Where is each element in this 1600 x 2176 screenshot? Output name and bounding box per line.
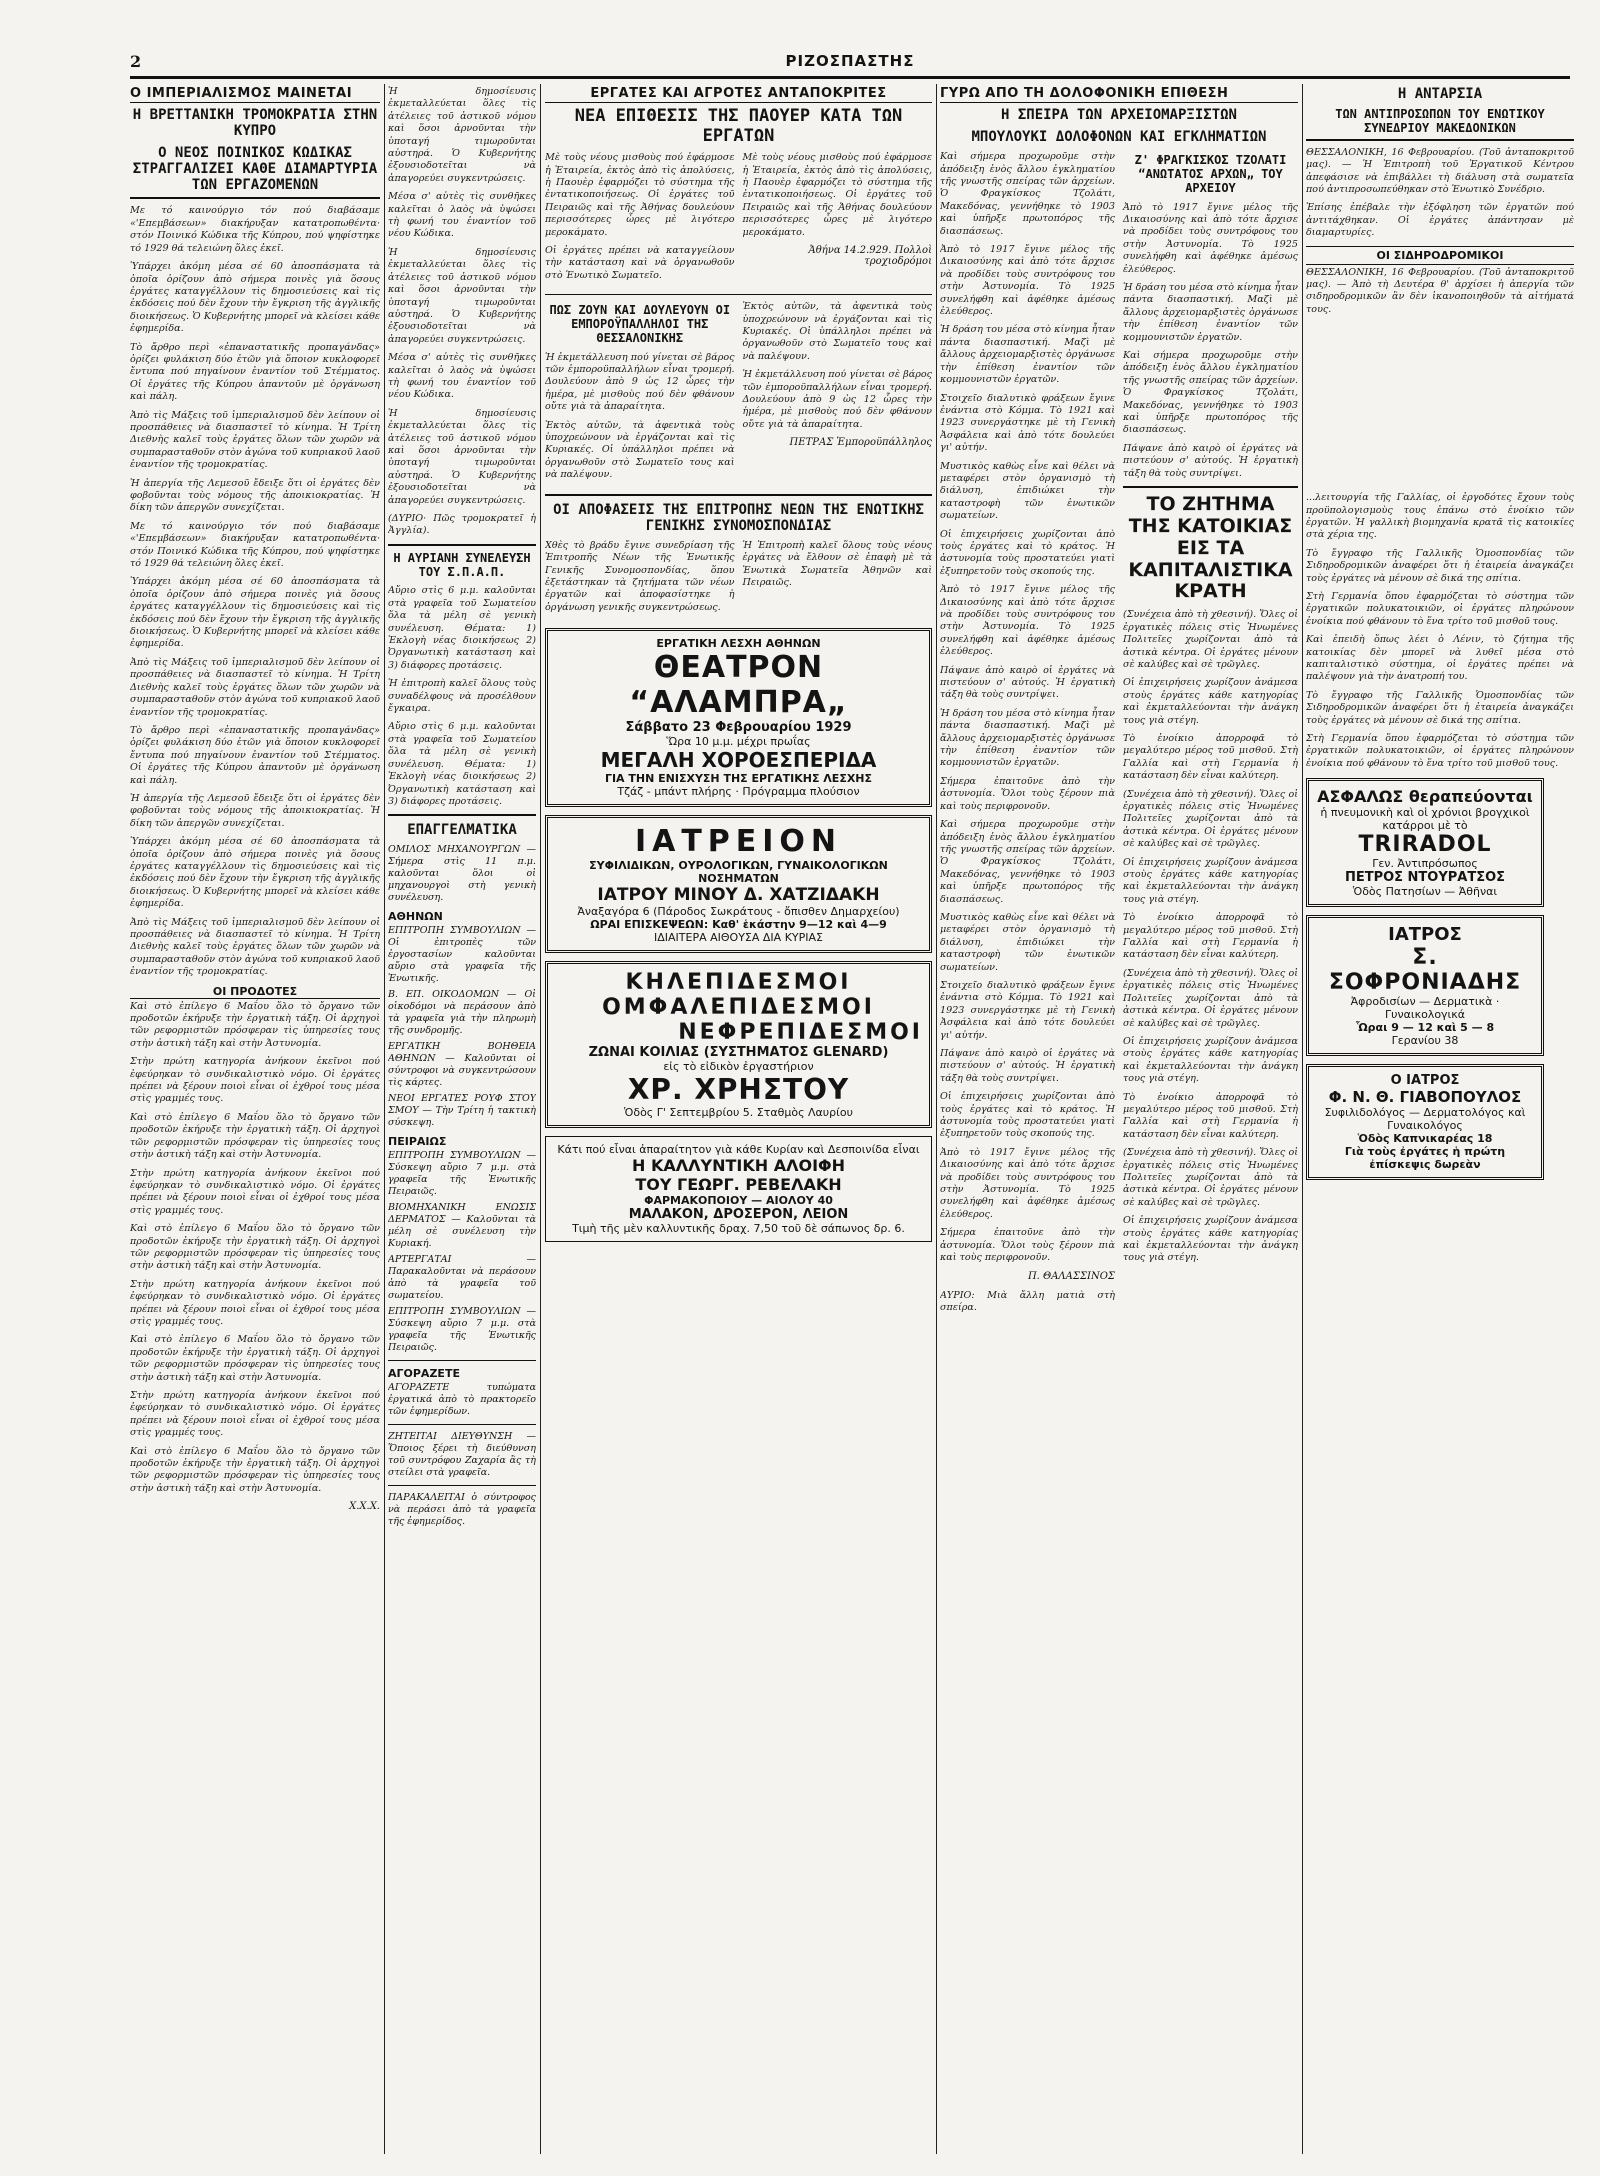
- article-paragraph: Στοιχεῖο διαλυτικὸ φράξεων ἔγινε ἐνάντια στὸ Κόμμα. Τὸ 1921 καὶ 1923 συνεργάστηκε μὲ τὴ Γενικὴ Ἀσφάλεια καὶ ἀπὸ τότε δουλεύει γι' αὐτήν.: [940, 979, 1115, 1041]
- article-paragraph: Πάψανε ἀπὸ καιρὸ οἱ ἐργάτες νὰ πιστεύουν σ' αὐτούς. Ἡ ἐργατικὴ τάξη θὰ τοὺς συντρίψει.: [1123, 442, 1298, 479]
- ad-line: ΣΥΦΙΛΙΔΙΚΩΝ, ΟΥΡΟΛΟΓΙΚΩΝ, ΓΥΝΑΙΚΟΛΟΓΙΚΩΝ ΝΟΣΗΜΑΤΩΝ: [589, 859, 888, 886]
- ad-line: ΓΙΑ ΤΗΝ ΕΝΙΣΧΥΣΗ ΤΗΣ ΕΡΓΑΤΙΚΗΣ ΛΕΣΧΗΣ: [604, 772, 873, 786]
- column-rule: [1302, 84, 1303, 2154]
- kicker: Ο ΙΜΠΕΡΙΑΛΙΣΜΟΣ ΜΑΙΝΕΤΑΙ: [130, 86, 380, 103]
- ad-line: Γερανίου 38: [1391, 1034, 1459, 1048]
- notice: ΕΠΙΤΡΟΠΗ ΣΥΜΒΟΥΛΙΩΝ — Οἱ ἐπιτροπὲς τῶν ἐργοστασίων καλοῦνται αὔριο στὰ γραφεῖα τῆς Ἑνωτικῆς.: [388, 925, 536, 985]
- column-rule: [540, 84, 541, 2154]
- ad-line: ΦΑΡΜΑΚΟΠΟΙΟΥ — ΑΙΟΛΟΥ 40: [644, 1194, 833, 1208]
- ad-line: Γεν. Ἀντιπρόσωπος: [1372, 857, 1478, 871]
- ad-title: ΧΡ. ΧΡΗΣΤΟΥ: [627, 1073, 850, 1107]
- article-paragraph: Στὴν πρώτη κατηγορία ἀνήκουν ἐκεῖνοι πού ἐφεύρηκαν τὸ συνδικαλιστικὸ νόμο. Οἱ ἐργάτες πρέπει νὰ ξέρουν ποιοὶ εἶναι οἱ ἐχθροί τους μέσα στὶς γραμμές τους.: [130, 1056, 380, 1105]
- article-paragraph: Οἱ ἐπιχειρήσεις χωρίζουν ἀνάμεσα στοὺς ἐργάτες κάθε κατηγορίας καὶ ἐκμεταλλεύονται τὴν ἀνάγκη τους γιὰ στέγη.: [1123, 677, 1298, 726]
- kicker: ΕΡΓΑΤΕΣ ΚΑΙ ΑΓΡΟΤΕΣ ΑΝΤΑΠΟΚΡΙΤΕΣ: [545, 86, 932, 103]
- article-paragraph: Ἀπὸ τὶς Μάξεις τοῦ ἰμπεριαλισμοῦ δὲν λείπουν οἱ προσπάθειες νὰ διασπαστεῖ τὸ κίνημα. Ἡ Τρίτη Διεθνὴς καλεῖ τοὺς ἐργάτες ὅλων τῶν χωρῶν νὰ συμπαρασταθοῦν στὸν ἀγώνα τοῦ κυπριακοῦ λαοῦ ἐναντίον τῆς τρομοκρατίας.: [130, 656, 380, 718]
- article-paragraph: Ἡ δημοσίευσις ἐκμεταλλεύεται ὅλες τὶς ἀτέλειες τοῦ ἀστικοῦ νόμου καὶ ὅσοι ἀρνοῦνται τὴν ὑποταγή τιμωροῦνται αὐστηρά. Ὁ Κυβερνήτης ἐξουσιοδοτεῖται νὰ ἀπαγορεύει συγκεντρώσεις.: [388, 407, 536, 506]
- article-paragraph: Ἡ δράση του μέσα στὸ κίνημα ἦταν πάντα διασπαστική. Μαζὶ μὲ ἄλλους ἀρχειομαρξιστὲς ὀργάνωσε τὴν ἐπίθεση ἐναντίον τῶν κομμουνιστῶν ἐργατῶν.: [940, 324, 1115, 386]
- article-paragraph: Ὑπάρχει ἀκόμη μέσα σέ 60 ἀποσπάσματα τὰ ὁποῖα ὁρίζουν ἀπὸ σήμερα ποινὲς γιὰ ὅσους ἐργάτες καταγγέλλουν τὶς δημοσιεύσεις καὶ τὶς ἐκδόσεις πού δὲν ἔχουν τὴν ἔγκριση τῆς ἀγγλικῆς διοικήσεως. Ὁ Κυβερνήτης μπορεῖ νὰ κλείσει κάθε ἐφημερίδα.: [130, 576, 380, 650]
- newspaper-title: ΡΙΖΟΣΠΑΣΤΗΣ: [785, 52, 915, 70]
- ad-line: ΤΟΥ ΓΕΩΡΓ. ΡΕΒΕΛΑΚΗ: [635, 1175, 842, 1195]
- headline: Η ΒΡΕΤΤΑΝΙΚΗ ΤΡΟΜΟΚΡΑΤΙΑ ΣΤΗΝ ΚΥΠΡΟ: [132, 107, 378, 140]
- article-paragraph: Ὑπάρχει ἀκόμη μέσα σέ 60 ἀποσπάσματα τὰ ὁποῖα ὁρίζουν ἀπὸ σήμερα ποινὲς γιὰ ὅσους ἐργάτες καταγγέλλουν τὶς δημοσιεύσεις καὶ τὶς ἐκδόσεις πού δὲν ἔχουν τὴν ἔγκριση τῆς ἀγγλικῆς διοικήσεως. Ὁ Κυβερνήτης μπορεῖ νὰ κλείσει κάθε ἐφημερίδα.: [130, 261, 380, 335]
- ad-line: Ἀφροδισίων — Δερματικὰ · Γυναικολογικά: [1350, 995, 1500, 1022]
- section-heading: ΟΙ ΠΡΟΔΟΤΕΣ: [130, 985, 380, 999]
- ad-line: ΚΗΛΕΠΙΔΕΣΜΟΙ: [625, 970, 852, 996]
- headline: ΤΟ ΖΗΤΗΜΑ ΤΗΣ ΚΑΤΟΙΚΙΑΣ ΕΙΣ ΤΑ ΚΑΠΙΤΑΛΙΣΤΙΚΑ ΚΡΑΤΗ: [1128, 493, 1293, 603]
- article-paragraph: Σήμερα ἐπαιτοῦνε ἀπὸ τὴν ἀστυνομία. Ὅλοι τοὺς ξέρουν πιὰ καὶ τοὺς περιφρονοῦν.: [940, 1227, 1115, 1264]
- ad-line: Τζάζ - μπάντ πλήρης · Πρόγραμμα πλούσιον: [617, 785, 860, 799]
- article-paragraph: Καὶ ἐπειδὴ ὅπως λέει ὁ Λένιν, τὸ ζήτημα τῆς κατοικίας δὲν μπορεῖ νὰ λυθεῖ μέσα στὸ καπιταλιστικὸ σύστημα, οἱ ἐργάτες πρέπει νὰ παλέψουν γιὰ τὴν ἀνατροπή του.: [1306, 634, 1574, 683]
- section-subheading: ΠΕΙΡΑΙΩΣ: [388, 1135, 447, 1149]
- kicker: Η ΑΝΤΑΡΣΙΑ: [1397, 86, 1483, 102]
- advertisement-clinic: [545, 815, 932, 953]
- article-paragraph: Στὴν πρώτη κατηγορία ἀνήκουν ἐκεῖνοι πού ἐφεύρηκαν τὸ συνδικαλιστικὸ νόμο. Οἱ ἐργάτες πρέπει νὰ ξέρουν ποιοὶ εἶναι οἱ ἐχθροί τους μέσα στὶς γραμμές τους.: [130, 1390, 380, 1439]
- column-rule: [384, 84, 385, 2154]
- article-paragraph: ΑΥΡΙΟ: Μιὰ ἄλλη ματιὰ στὴ σπείρα.: [940, 1289, 1115, 1313]
- two-column-body: [545, 152, 932, 288]
- ad-line: Ὁδὸς Γ' Σεπτεμβρίου 5. Σταθμὸς Λαυρίου: [624, 1106, 853, 1120]
- article-paragraph: Ἡ ἐκμετάλλευση πού γίνεται σὲ βάρος τῶν ἐμποροϋπαλλήλων εἶναι τρομερή. Δουλεύουν ἀπὸ 9 ὡς 12 ὧρες τὴν ἡμέρα, μὲ μισθοὺς πού δὲν φθάνουν οὔτε γιὰ τὰ ἀπαραίτητα.: [545, 351, 735, 413]
- divider: [545, 294, 932, 295]
- article-paragraph: ...λειτουργία τῆς Γαλλίας, οἱ ἐργοδότες ἔχουν τοὺς προϋπολογισμοὺς τους ἐπάνω στὸ ἐνοίκιο τῶν ἐργατῶν. Ἡ γαλλικὴ βιομηχανία κρατᾶ τὶς κατοικίες στὰ χέρια της.: [1306, 492, 1574, 541]
- article-paragraph: Πάψανε ἀπὸ καιρὸ οἱ ἐργάτες νὰ πιστεύουν σ' αὐτούς. Ἡ ἐργατικὴ τάξη θὰ τοὺς συντρίψει.: [940, 1048, 1115, 1084]
- article-paragraph: Στὴν πρώτη κατηγορία ἀνήκουν ἐκεῖνοι πού ἐφεύρηκαν τὸ συνδικαλιστικὸ νόμο. Οἱ ἐργάτες πρέπει νὰ ξέρουν ποιοὶ εἶναι οἱ ἐχθροί τους μέσα στὶς γραμμές τους.: [130, 1167, 380, 1216]
- article-paragraph: Τὸ ἐνοίκιο ἀπορροφᾶ τὸ μεγαλύτερο μέρος τοῦ μισθοῦ. Στὴ Γαλλία καὶ στὴ Γερμανία ἡ κατάσταση δὲν εἶναι καλύτερη.: [1123, 912, 1298, 961]
- article-paragraph: Μὲ τοὺς νέους μισθοὺς πού ἐφάρμοσε ἡ Ἑταιρεία, ἐκτὸς ἀπὸ τὶς ἀπολύσεις, ἡ Παουὲρ ἐφαρμόζει τὸ σύστημα τῆς ἐντατικοποιήσεως. Οἱ ἐργάτες τοῦ Πειραιῶς καὶ τῆς Ἀθήνας δουλεύουν περισσότερες ὧρες μὲ λιγότερο μεροκάματο.: [545, 152, 735, 238]
- article-paragraph: Οἱ ἐπιχειρήσεις χωρίζουν ἀνάμεσα στοὺς ἐργάτες κάθε κατηγορίας καὶ ἐκμεταλλεύονται τὴν ἀνάγκη τους γιὰ στέγη.: [1123, 856, 1298, 905]
- article-paragraph: Στοιχεῖο διαλυτικὸ φράξεων ἔγινε ἐνάντια στὸ Κόμμα. Τὸ 1921 καὶ 1923 συνεργάστηκε μὲ τὴ Γενικὴ Ἀσφάλεια καὶ ἀπὸ τότε δουλεύει γι' αὐτήν.: [940, 392, 1115, 454]
- ad-line: Ὥρα 10 μ.μ. μέχρι πρωΐας: [666, 735, 811, 749]
- article-paragraph: Ἡ ἀπεργία τῆς Λεμεσοῦ ἔδειξε ὅτι οἱ ἐργάτες δὲν φοβοῦνται τοὺς νόμους τῆς ἀποικιοκρατίας. Ἡ δίκη τῶν ἀπεργῶν συνεχίζεται.: [130, 792, 380, 829]
- article-paragraph: Με τό καινούργιο τόν πού διαβάσαμε «'Επεμβάσεων» διακήρυξαν κατατροπωθέντα· στόν Ποινικό Κώδικα τῆς Κύπρου, πού ψηφίστηκε τό 1929 θά τελειώνη ὅλες ἐκεῖ.: [130, 205, 380, 254]
- ad-line: Σάββατο 23 Φεβρουαρίου 1929: [625, 720, 852, 736]
- article-paragraph: Ἡ ἀπεργία τῆς Λεμεσοῦ ἔδειξε ὅτι οἱ ἐργάτες δὲν φοβοῦνται τοὺς νόμους τῆς ἀποικιοκρατίας. Ἡ δίκη τῶν ἀπεργῶν συνεχίζεται.: [130, 477, 380, 514]
- article-paragraph: Μυστικὸς καθὼς εἶνε καὶ θέλει νὰ μεταφέρει στὸν ὀργανισμὸ τὴ διάλυση, ἐπιδιώκει τὴν καταστροφὴ τῶν ἑνωτικῶν σωματείων.: [940, 911, 1115, 973]
- divider: [388, 1360, 536, 1361]
- article-paragraph: Ἀπὸ τὶς Μάξεις τοῦ ἰμπεριαλισμοῦ δὲν λείπουν οἱ προσπάθειες νὰ διασπαστεῖ τὸ κίνημα. Ἡ Τρίτη Διεθνὴς καλεῖ τοὺς ἐργάτες ὅλων τῶν χωρῶν νὰ συμπαρασταθοῦν στὸν ἀγώνα τοῦ κυπριακοῦ λαοῦ ἐναντίον τῆς τρομοκρατίας.: [130, 409, 380, 471]
- article-paragraph: Οἱ ἐπιχειρήσεις χωρίζονται ἀπὸ τοὺς ἐργάτες καὶ τὸ κράτος. Ἡ ἀστυνομία τοὺς προστατεύει γιατὶ ἐξυπηρετοῦν τοὺς σκοπούς της.: [940, 528, 1115, 577]
- article-paragraph: ΘΕΣΣΑΛΟΝΙΚΗ, 16 Φεβρουαρίου. (Τοῦ ἀνταποκριτοῦ μας). — Ἡ Ἐπιτροπὴ τοῦ Ἐργατικοῦ Κέντρου ἀπεφάσισε νὰ ἐπιβάλλει τὴ διάλυση στὰ σωματεῖα πού ἀντιπροσωπεύθηκαν στὸ Ἑνωτικὸ Συνέδριο.: [1306, 146, 1574, 195]
- article-paragraph: Ἐπίσης ἐπέβαλε τὴν ἐξόφληση τῶν ἐργατῶν πού ἀντιτάχθηκαν. Οἱ ἐργάτες ἀπάντησαν μὲ διαμαρτυρίες.: [1306, 202, 1574, 239]
- article-paragraph: Ἀπὸ τὸ 1917 ἔγινε μέλος τῆς Δικαιοσύνης καὶ ἀπὸ τότε ἄρχισε νὰ προδίδει τοὺς συντρόφους του στὴν Ἀστυνομία. Τὸ 1925 συνελήφθη καὶ ἀφέθηκε ἀμέσως ἐλεύθερος.: [940, 584, 1115, 658]
- ad-line: ΜΕΓΑΛΗ ΧΟΡΟΕΣΠΕΡΙΔΑ: [600, 748, 877, 773]
- subheadline: ΠΩΣ ΖΟΥΝ ΚΑΙ ΔΟΥΛΕΥΟΥΝ ΟΙ ΕΜΠΟΡΟΫΠΑΛΛΗΛΟΙ ΤΗΣ ΘΕΣΣΑΛΟΝΙΚΗΣ: [549, 303, 731, 345]
- article-paragraph: Μὲ τοὺς νέους μισθοὺς πού ἐφάρμοσε ἡ Ἑταιρεία, ἐκτὸς ἀπὸ τὶς ἀπολύσεις, ἡ Παουὲρ ἐφαρμόζει τὸ σύστημα τῆς ἐντατικοποιήσεως. Οἱ ἐργάτες τοῦ Πειραιῶς καὶ τῆς Ἀθήνας δουλεύουν περισσότερες ὧρες μὲ λιγότερο μεροκάματο.: [742, 152, 932, 238]
- kicker: ΓΥΡΩ ΑΠΟ ΤΗ ΔΟΛΟΦΟΝΙΚΗ ΕΠΙΘΕΣΗ: [940, 86, 1298, 103]
- article-paragraph: Ἡ ἐπιτροπὴ καλεῖ ὅλους τοὺς συναδέλφους νὰ προσέλθουν ἔγκαιρα.: [388, 678, 536, 715]
- notice: Β. ΕΠ. ΟΙΚΟΔΟΜΩΝ — Οἱ οἰκοδόμοι νὰ περάσουν ἀπὸ τὰ γραφεῖα γιὰ τὴν πληρωμὴ τῆς συνδρομῆς.: [388, 989, 536, 1037]
- ad-line: ΑΣΦΑΛΩΣ θεραπεύονται: [1317, 787, 1533, 807]
- ad-line: ΕΡΓΑΤΙΚΗ ΛΕΣΧΗ ΑΘΗΝΩΝ: [656, 637, 821, 651]
- article-paragraph: Τὸ ἐνοίκιο ἀπορροφᾶ τὸ μεγαλύτερο μέρος τοῦ μισθοῦ. Στὴ Γαλλία καὶ στὴ Γερμανία ἡ κατάσταση δὲν εἶναι καλύτερη.: [1123, 732, 1298, 782]
- ad-line: ΙΔΙΑΙΤΕΡΑ ΑΙΘΟΥΣΑ ΔΙΑ ΚΥΡΙΑΣ: [654, 931, 823, 945]
- article-paragraph: Τὸ ἐνοίκιο ἀπορροφᾶ τὸ μεγαλύτερο μέρος τοῦ μισθοῦ. Στὴ Γαλλία καὶ στὴ Γερμανία ἡ κατάσταση δὲν εἶναι καλύτερη.: [1123, 1091, 1298, 1140]
- ad-line: ἡ πνευμονικὴ καὶ οἱ χρόνιοι βρογχικοὶ κατάρροι μὲ τὸ: [1320, 806, 1530, 833]
- article-paragraph: Στὴ Γερμανία ὅπου ἐφαρμόζεται τὸ σύστημα τῶν ἐργατικῶν πολυκατοικιῶν, οἱ ἐργάτες πληρώνουν ἐνοίκια πού φθάνουν τὸ ἕνα τρίτο τοῦ μισθοῦ τους.: [1306, 733, 1574, 769]
- headline: ΜΠΟΥΛΟΥΚΙ ΔΟΛΟΦΟΝΩΝ ΚΑΙ ΕΓΚΛΗΜΑΤΙΩΝ: [971, 129, 1267, 146]
- article-paragraph: Καὶ στὸ ἐπίλεγο 6 Μαΐου ὅλο τὸ ὄργανο τῶν προδοτῶν ἐκήρυξε τὴν ἐργατικὴ τάξη. Οἱ ἀρχηγοὶ τῶν ρεφορμιστῶν πρόσφεραν τὶς ὑπηρεσίες τους στὴν ἀστικὴ τάξη καὶ στὴν Ἀστυνομία.: [130, 1223, 380, 1272]
- advertisement-doctor-sofroniadis: [1306, 915, 1544, 1056]
- column-archeio: [940, 86, 1298, 2146]
- article-paragraph: Ἡ δημοσίευσις ἐκμεταλλεύεται ὅλες τὶς ἀτέλειες τοῦ ἀστικοῦ νόμου καὶ ὅσοι ἀρνοῦνται τὴν ὑποταγή τιμωροῦνται αὐστηρά. Ὁ Κυβερνήτης ἐξουσιοδοτεῖται νὰ ἀπαγορεύει συγκεντρώσεις.: [388, 86, 536, 184]
- ad-line: Ὁδὸς Πατησίων — Ἀθῆναι: [1352, 885, 1498, 899]
- article-paragraph: Με τό καινούργιο τόν πού διαβάσαμε «'Επεμβάσεων» διακήρυξαν κατατροπωθέντα· στόν Ποινικό Κώδικα τῆς Κύπρου, πού ψηφίστηκε τό 1929 θά τελειώνη ὅλες ἐκεῖ.: [130, 520, 380, 570]
- advertisement-triradol: [1306, 778, 1544, 907]
- column-rule: [936, 84, 937, 2154]
- ad-line: ΝΕΦΡΕΠΙΔΕΣΜΟΙ: [678, 1020, 923, 1046]
- section-heading: ΕΠΑΓΓΕΛΜΑΤΙΚΑ: [407, 822, 517, 839]
- article-paragraph: Μυστικὸς καθὼς εἶνε καὶ θέλει νὰ μεταφέρει στὸν ὀργανισμὸ τὴ διάλυση, ἐπιδιώκει τὴν καταστροφὴ τῶν ἑνωτικῶν σωματείων.: [940, 460, 1115, 522]
- article-paragraph: Ἀπὸ τὸ 1917 ἔγινε μέλος τῆς Δικαιοσύνης καὶ ἀπὸ τότε ἄρχισε νὰ προδίδει τοὺς συντρόφους του στὴν Ἀστυνομία. Τὸ 1925 συνελήφθη καὶ ἀφέθηκε ἀμέσως ἐλεύθερος.: [940, 244, 1115, 318]
- divider: [388, 814, 536, 816]
- advertisement-doctor-giavopoulos: [1306, 1064, 1544, 1180]
- article-paragraph: Καὶ σήμερα προχωροῦμε στὴν ἀπόδειξη ἑνὸς ἄλλου ἐγκληματίου τῆς γνωστῆς σπείρας τῶν ἀρχείων. Ὁ Φραγκίσκος Τζολάτι, Μακεδόνας, γεννήθηκε τὸ 1903 καὶ ὑπῆρξε πρωτοπόρος τῆς διασπάσεως.: [1123, 350, 1298, 436]
- article-paragraph: Καὶ σήμερα προχωροῦμε στὴν ἀπόδειξη ἑνὸς ἄλλου ἐγκληματίου τῆς γνωστῆς σπείρας τῶν ἀρχείων. Ὁ Φραγκίσκος Τζολάτι, Μακεδόνας, γεννήθηκε τὸ 1903 καὶ ὑπῆρξε πρωτοπόρος τῆς διασπάσεως.: [940, 819, 1115, 905]
- ad-line: Ὁδὸς Καπνικαρέας 18: [1357, 1132, 1493, 1146]
- article-paragraph: Μέσα σ' αὐτὲς τὶς συνθῆκες καλεῖται ὁ λαὸς νὰ ὑψώσει τὴ φωνή του ἐναντίον τοῦ νέου Κώδικα.: [388, 352, 536, 401]
- divider: [388, 1485, 536, 1486]
- ad-line: Ἀναξαγόρα 6 (Πάροδος Σωκράτους - ὄπισθεν Δημαρχείου): [577, 905, 900, 919]
- article-paragraph: Σήμερα ἐπαιτοῦνε ἀπὸ τὴν ἀστυνομία. Ὅλοι τοὺς ξέρουν πιὰ καὶ τοὺς περιφρονοῦν.: [940, 775, 1115, 812]
- notice-heading: ΑΓΟΡΑΖΕΤΕ: [388, 1367, 460, 1381]
- divider: [545, 494, 932, 496]
- masthead: [130, 52, 1570, 79]
- ad-line: ΙΑΤΡΟΥ ΜΙΝΟΥ Δ. ΧΑΤΖΙΔΑΚΗ: [597, 885, 880, 906]
- article-paragraph: Καὶ στὸ ἐπίλεγο 6 Μαΐου ὅλο τὸ ὄργανο τῶν προδοτῶν ἐκήρυξε τὴν ἐργατικὴ τάξη. Οἱ ἀρχηγοὶ τῶν ρεφορμιστῶν πρόσφεραν τὶς ὑπηρεσίες τους στὴν ἀστικὴ τάξη καὶ στὴν Ἀστυνομία.: [130, 1000, 380, 1049]
- article-paragraph: Καὶ στὸ ἐπίλεγο 6 Μαΐου ὅλο τὸ ὄργανο τῶν προδοτῶν ἐκήρυξε τὴν ἐργατικὴ τάξη. Οἱ ἀρχηγοὶ τῶν ρεφορμιστῶν πρόσφεραν τὶς ὑπηρεσίες τους στὴν ἀστικὴ τάξη καὶ στὴν Ἀστυνομία.: [130, 1334, 380, 1383]
- ad-line: ΩΡΑΙ ΕΠΙΣΚΕΨΕΩΝ: Καθ' ἑκάστην 9—12 καὶ 4—9: [590, 918, 887, 932]
- headline: ΤΩΝ ΑΝΤΙΠΡΟΣΩΠΩΝ ΤΟΥ ΕΝΩΤΙΚΟΥ ΣΥΝΕΔΡΙΟΥ ΜΑΚΕΔΟΝΙΚΩΝ: [1306, 108, 1574, 141]
- signature: Χ.Χ.Χ.: [349, 1501, 380, 1513]
- notice: ΑΡΤΕΡΓΑΤΑΙ — Παρακαλοῦνται νὰ περάσουν ἀπὸ τὰ γραφεῖα τοῦ σωματείου.: [388, 1254, 536, 1302]
- article-paragraph: Οἱ ἐπιχειρήσεις χωρίζονται ἀπὸ τοὺς ἐργάτες καὶ τὸ κράτος. Ἡ ἀστυνομία τοὺς προστατεύει γιατὶ ἐξυπηρετοῦν τοὺς σκοπούς της.: [940, 1091, 1115, 1140]
- headline: ΟΙ ΑΠΟΦΑΣΕΙΣ ΤΗΣ ΕΠΙΤΡΟΠΗΣ ΝΕΩΝ ΤΗΣ ΕΝΩΤΙΚΗΣ ΓΕΝΙΚΗΣ ΣΥΝΟΜΟΣΠΟΝΔΙΑΣ: [553, 501, 924, 534]
- notice: ΝΕΟΙ ΕΡΓΑΤΕΣ ΡΟΥΦ ΣΤΟΥ ΣΜΟΥ — Τὴν Τρίτη ἡ τακτικὴ σύσκεψη.: [388, 1093, 536, 1129]
- ad-title: Σ. ΣΟΦΡΟΝΙΑΔΗΣ: [1328, 945, 1522, 996]
- ad-line: Συφιλιδολόγος — Δερματολόγος καὶ Γυναικολόγος: [1324, 1106, 1526, 1133]
- article-paragraph: Πάψανε ἀπὸ καιρὸ οἱ ἐργάτες νὰ πιστεύουν σ' αὐτούς. Ἡ ἐργατικὴ τάξη θὰ τοὺς συντρίψει.: [940, 664, 1115, 701]
- ad-line: Γιὰ τοὺς ἐργάτες ἡ πρώτη ἐπίσκεψις δωρεὰν: [1344, 1145, 1506, 1172]
- advertisement-bandages: [545, 961, 932, 1128]
- article-paragraph: Αὔριο στὶς 6 μ.μ. καλοῦνται στὰ γραφεῖα τοῦ Σωματείου ὅλα τὰ μέλη σὲ γενικὴ συνέλευση. Θέματα: 1) Ἐκλογὴ νέας διοικήσεως 2) Ὀργανωτικὴ κατάσταση καὶ 3) διάφορες προτάσεις.: [388, 585, 536, 671]
- ad-line: ΖΩΝΑΙ ΚΟΙΛΙΑΣ (ΣΥΣΤΗΜΑΤΟΣ GLENARD): [588, 1045, 889, 1061]
- ad-line: ΙΑΤΡΟΣ: [1388, 924, 1462, 946]
- article-paragraph: Τὸ ἔγγραφο τῆς Γαλλικῆς Ὁμοσπονδίας τῶν Σιδηροδρομικῶν ἀναφέρει ὅτι ἡ ἐταιρεία ἀναγκάζει τοὺς ἐργάτες νὰ μένουν σὲ δικά της σπίτια.: [1306, 689, 1574, 726]
- article-paragraph: Ἡ Ἐπιτροπὴ καλεῖ ὅλους τοὺς νέους ἐργάτες νὰ ἔλθουν σὲ ἐπαφὴ μὲ τὰ Ἑνωτικὰ Σωματεῖα Ἀθηνῶν καὶ Πειραιῶς.: [742, 539, 932, 589]
- notice: ΟΜΙΛΟΣ ΜΗΧΑΝΟΥΡΓΩΝ — Σήμερα στὶς 11 π.μ. καλοῦνται ὅλοι οἱ μηχανουργοὶ στὴ γενικὴ συνέλευση.: [388, 844, 536, 904]
- article-paragraph: Καὶ στὸ ἐπίλεγο 6 Μαΐου ὅλο τὸ ὄργανο τῶν προδοτῶν ἐκήρυξε τὴν ἐργατικὴ τάξη. Οἱ ἀρχηγοὶ τῶν ρεφορμιστῶν πρόσφεραν τὶς ὑπηρεσίες τους στὴν ἀστικὴ τάξη καὶ στὴν Ἀστυνομία.: [130, 1111, 380, 1161]
- article-paragraph: Οἱ ἐπιχειρήσεις χωρίζουν ἀνάμεσα στοὺς ἐργάτες κάθε κατηγορίας καὶ ἐκμεταλλεύονται τὴν ἀνάγκη τους γιὰ στέγη.: [1123, 1215, 1298, 1264]
- subheadline: Ο ΝΕΟΣ ΠΟΙΝΙΚΟΣ ΚΩΔΙΚΑΣ ΣΤΡΑΓΓΑΛΙΖΕΙ ΚΑΘΕ ΔΙΑΜΑΡΤΥΡΙΑ ΤΩΝ ΕΡΓΑΖΟΜΕΝΩΝ: [130, 145, 380, 199]
- article-paragraph: Ἀπὸ τὸ 1917 ἔγινε μέλος τῆς Δικαιοσύνης καὶ ἀπὸ τότε ἄρχισε νὰ προδίδει τοὺς συντρόφους του στὴν Ἀστυνομία. Τὸ 1925 συνελήφθη καὶ ἀφέθηκε ἀμέσως ἐλεύθερος.: [940, 1146, 1115, 1220]
- divider: [388, 544, 536, 546]
- notice: ΕΡΓΑΤΙΚΗ ΒΟΗΘΕΙΑ ΑΘΗΝΩΝ — Καλοῦνται οἱ σύντροφοι νὰ συγκεντρώσουν τὶς κάρτες.: [388, 1041, 536, 1089]
- headline: Η ΣΠΕΙΡΑ ΤΩΝ ΑΡΧΕΙΟΜΑΡΞΙΣΤΩΝ: [1000, 107, 1237, 123]
- ad-title: Φ. Ν. Θ. ΓΙΑΒΟΠΟΥΛΟΣ: [1328, 1088, 1522, 1107]
- article-paragraph: Ὑπάρχει ἀκόμη μέσα σέ 60 ἀποσπάσματα τὰ ὁποῖα ὁρίζουν ἀπὸ σήμερα ποινὲς γιὰ ὅσους ἐργάτες καταγγέλλουν τὶς δημοσιεύσεις καὶ τὶς ἐκδόσεις πού δὲν ἔχουν τὴν ἔγκριση τῆς ἀγγλικῆς διοικήσεως. Ὁ Κυβερνήτης μπορεῖ νὰ κλείσει κάθε ἐφημερίδα.: [130, 836, 380, 910]
- notice: ΒΙΟΜΗΧΑΝΙΚΗ ΕΝΩΣΙΣ ΔΕΡΜΑΤΟΣ — Καλοῦνται τὰ μέλη σὲ συνέλευση τὴν Κυριακή.: [388, 1202, 536, 1250]
- article-paragraph: Τὸ ἄρθρο περὶ «ἐπαναστατικῆς προπαγάνδας» ὁρίζει φυλάκιση δύο ἐτῶν γιὰ ὅποιον κυκλοφορεῖ ἔντυπα πού πηγαίνουν ἐναντίον τοῦ Στέμματος. Οἱ ἐργάτες τῆς Κύπρου ἀπαντοῦν μὲ ὀργάνωση καὶ πάλη.: [130, 724, 380, 786]
- article-paragraph: Καὶ σήμερα προχωροῦμε στὴν ἀπόδειξη ἑνὸς ἄλλου ἐγκληματίου τῆς γνωστῆς σπείρας τῶν ἀρχείων. Ὁ Φραγκίσκος Τζολάτι, Μακεδόνας, γεννήθηκε τὸ 1903 καὶ ὑπῆρξε πρωτοπόρος τῆς διασπάσεως.: [940, 151, 1115, 237]
- ad-title: Η ΚΑΛΛΥΝΤΙΚΗ ΑΛΟΙΦΗ: [631, 1156, 846, 1176]
- page-number: 2: [130, 52, 142, 71]
- byline: Π. ΘΑΛΑΣΣΙΝΟΣ: [1027, 1270, 1115, 1282]
- ad-line: ΟΜΦΑΛΕΠΙΔΕΣΜΟΙ: [602, 995, 875, 1021]
- article-paragraph: Ἀπὸ τὶς Μάξεις τοῦ ἰμπεριαλισμοῦ δὲν λείπουν οἱ προσπάθειες νὰ διασπαστεῖ τὸ κίνημα. Ἡ Τρίτη Διεθνὴς καλεῖ τοὺς ἐργάτες ὅλων τῶν χωρῶν νὰ συμπαρασταθοῦν στὸν ἀγώνα τοῦ κυπριακοῦ λαοῦ ἐναντίον τῆς τρομοκρατίας.: [130, 916, 380, 978]
- notice: ΕΠΙΤΡΟΠΗ ΣΥΜΒΟΥΛΙΩΝ — Σύσκεψη αὔριο 7 μ.μ. στὰ γραφεῖα τῆς Ἑνωτικῆς Πειραιῶς.: [388, 1150, 536, 1198]
- notice: ΕΠΙΤΡΟΠΗ ΣΥΜΒΟΥΛΙΩΝ — Σύσκεψη αὔριο 7 μ.μ. στὰ γραφεῖα τῆς Ἑνωτικῆς Πειραιῶς.: [388, 1306, 536, 1354]
- two-column-body: [545, 540, 932, 620]
- advertisement-ointment: [545, 1136, 932, 1242]
- divider: [1123, 486, 1298, 488]
- ad-line: Τιμὴ τῆς μὲν καλλυντικῆς δραχ. 7,50 τοῦ δὲ σάπωνος δρ. 6.: [572, 1222, 905, 1236]
- article-paragraph: Τὸ ἄρθρο περὶ «ἐπαναστατικῆς προπαγάνδας» ὁρίζει φυλάκιση δύο ἐτῶν γιὰ ὅποιον κυκλοφορεῖ ἔντυπα πού πηγαίνουν ἐναντίον τοῦ Στέμματος. Οἱ ἐργάτες τῆς Κύπρου ἀπαντοῦν μὲ ὀργάνωση καὶ πάλη.: [130, 341, 380, 403]
- spacer: [1306, 322, 1574, 492]
- column-notices: [388, 86, 536, 2146]
- article-paragraph: (Συνέχεια ἀπὸ τὴ χθεσινή). Ὅλες οἱ ἐργατικὲς πόλεις στὶς Ἡνωμένες Πολιτεῖες χωρίζονται ἀπὸ τὰ ἀστικὰ κέντρα. Οἱ ἐργάτες μένουν σὲ καλύβες καὶ σὲ τρῶγλες.: [1123, 967, 1298, 1029]
- notice: ΑΓΟΡΑΖΕΤΕ τυπώματα ἐργατικά ἀπὸ τὸ πρακτορεῖο τῶν ἐφημερίδων.: [388, 1382, 536, 1418]
- article-paragraph: ΘΕΣΣΑΛΟΝΙΚΗ, 16 Φεβρουαρίου. (Τοῦ ἀνταποκριτοῦ μας). — Ἀπὸ τὴ Δευτέρα θ' ἀρχίσει ἡ ἀπεργία τῶν σιδηροδρομικῶν ἂν δὲν ἱκανοποιηθοῦν τὰ αἰτήματά τους.: [1306, 266, 1574, 315]
- article-paragraph: Ἡ δράση του μέσα στὸ κίνημα ἦταν πάντα διασπαστική. Μαζὶ μὲ ἄλλους ἀρχειομαρξιστὲς ὀργάνωσε τὴν ἐπίθεση ἐναντίον τῶν κομμουνιστῶν ἐργατῶν.: [940, 707, 1115, 769]
- article-paragraph: Καὶ στὸ ἐπίλεγο 6 Μαΐου ὅλο τὸ ὄργανο τῶν προδοτῶν ἐκήρυξε τὴν ἐργατικὴ τάξη. Οἱ ἀρχηγοὶ τῶν ρεφορμιστῶν πρόσφεραν τὶς ὑπηρεσίες τους στὴν ἀστικὴ τάξη καὶ στὴν Ἀστυνομία.: [130, 1445, 380, 1494]
- article-paragraph: Οἱ ἐπιχειρήσεις χωρίζουν ἀνάμεσα στοὺς ἐργάτες κάθε κατηγορίας καὶ ἐκμεταλλεύονται τὴν ἀνάγκη τους γιὰ στέγη.: [1123, 1035, 1298, 1085]
- headline: Η ΑΥΡΙΑΝΗ ΣΥΝΕΛΕΥΣΗ ΤΟΥ Σ.Π.Α.Π.: [393, 550, 531, 579]
- section-heading: ΟΙ ΣΙΔΗΡΟΔΡΟΜΙΚΟΙ: [1306, 246, 1574, 265]
- ad-line: Κάτι πού εἶναι ἀπαραίτητον γιὰ κάθε Κυρίαν καὶ Δεσποινίδα εἶναι: [557, 1143, 920, 1157]
- ad-line: εἰς τὸ εἰδικὸν ἐργαστήριον: [663, 1060, 814, 1074]
- byline: Ἀθήνα 14.2.929. Πολλοὶ τροχιοδρόμοι: [808, 244, 932, 267]
- article-paragraph: Οἱ ἐργάτες πρέπει νὰ καταγγείλουν τὴν κατάσταση καὶ νὰ ὀργανωθοῦν στὸ Ἑνωτικὸ Σωματεῖο.: [545, 244, 735, 281]
- ad-title: ΘΕΑΤΡΟΝ “ΑΛΑΜΠΡΑ„: [629, 650, 848, 721]
- article-paragraph: Τὸ ἔγγραφο τῆς Γαλλικῆς Ὁμοσπονδίας τῶν Σιδηροδρομικῶν ἀναφέρει ὅτι ἡ ἐταιρεία ἀναγκάζει τοὺς ἐργάτες νὰ μένουν σὲ δικά της σπίτια.: [1306, 547, 1574, 584]
- ad-title: ΙΑΤΡΕΙΟΝ: [634, 824, 843, 860]
- section-subheading: ΑΘΗΝΩΝ: [388, 910, 443, 924]
- article-paragraph: (Συνέχεια ἀπὸ τὴ χθεσινή). Ὅλες οἱ ἐργατικὲς πόλεις στὶς Ἡνωμένες Πολιτεῖες χωρίζονται ἀπὸ τὰ ἀστικὰ κέντρα. Οἱ ἐργάτες μένουν σὲ καλύβες καὶ σὲ τρῶγλες.: [1123, 788, 1298, 850]
- article-paragraph: Ἀπὸ τὸ 1917 ἔγινε μέλος τῆς Δικαιοσύνης καὶ ἀπὸ τότε ἄρχισε νὰ προδίδει τοὺς συντρόφους του στὴν Ἀστυνομία. Τὸ 1925 συνελήφθη καὶ ἀφέθηκε ἀμέσως ἐλεύθερος.: [1123, 201, 1298, 275]
- notice: ΖΗΤΕΙΤΑΙ ΔΙΕΥΘΥΝΣΗ — Ὅποιος ξέρει τὴ διεύθυνση τοῦ συντρόφου Ζαχαρία ἂς τὴ στείλει στὰ γραφεῖα.: [388, 1431, 536, 1479]
- article-paragraph: Χθὲς τὸ βράδυ ἔγινε συνεδρίαση τῆς Ἐπιτροπῆς Νέων τῆς Ἑνωτικῆς Γενικῆς Συνομοσπονδίας, ὅπου ἐξετάστηκαν τὰ ζητήματα τῶν νέων ἐργατῶν καὶ ἀποφασίστηκε ἡ ὀργάνωση γενικῆς συγκεντρώσεως.: [545, 539, 735, 613]
- article-paragraph: Αὔριο στὶς 6 μ.μ. καλοῦνται στὰ γραφεῖα τοῦ Σωματείου ὅλα τὰ μέλη σὲ γενικὴ συνέλευση. Θέματα: 1) Ἐκλογὴ νέας διοικήσεως 2) Ὀργανωτικὴ κατάσταση καὶ 3) διάφορες προτάσεις.: [388, 721, 536, 807]
- article-paragraph: (Συνέχεια ἀπὸ τὴ χθεσινή). Ὅλες οἱ ἐργατικὲς πόλεις στὶς Ἡνωμένες Πολιτεῖες χωρίζονται ἀπὸ τὰ ἀστικὰ κέντρα. Οἱ ἐργάτες μένουν σὲ καλύβες καὶ σὲ τρῶγλες.: [1123, 609, 1298, 670]
- article-paragraph: (ΔΥΡΙΟ· Πῶς τρομοκρατεῖ ἡ Ἀγγλία).: [388, 513, 536, 537]
- article-paragraph: Ἡ ἐκμετάλλευση πού γίνεται σὲ βάρος τῶν ἐμποροϋπαλλήλων εἶναι τρομερή. Δουλεύουν ἀπὸ 9 ὡς 12 ὧρες τὴν ἡμέρα, μὲ μισθοὺς πού δὲν φθάνουν οὔτε γιὰ τὰ ἀπαραίτητα.: [742, 369, 932, 430]
- ad-line: Ο ΙΑΤΡΟΣ: [1390, 1073, 1460, 1089]
- headline: ΝΕΑ ΕΠΙΘΕΣΙΣ ΤΗΣ ΠΑΟΥΕΡ ΚΑΤΑ ΤΩΝ ΕΡΓΑΤΩΝ: [574, 106, 903, 146]
- article-paragraph: (Συνέχεια ἀπὸ τὴ χθεσινή). Ὅλες οἱ ἐργατικὲς πόλεις στὶς Ἡνωμένες Πολιτεῖες χωρίζονται ἀπὸ τὰ ἀστικὰ κέντρα. Οἱ ἐργάτες μένουν σὲ καλύβες καὶ σὲ τρῶγλες.: [1123, 1147, 1298, 1208]
- column-thessaloniki: [1306, 86, 1574, 2146]
- article-paragraph: Μέσα σ' αὐτὲς τὶς συνθῆκες καλεῖται ὁ λαὸς νὰ ὑψώσει τὴ φωνή του ἐναντίον τοῦ νέου Κώδικα.: [388, 191, 536, 240]
- notice: ΠΑΡΑΚΑΛΕΙΤΑΙ ὁ σύντροφος νὰ περάσει ἀπὸ τὰ γραφεῖα τῆς ἐφημερίδος.: [388, 1492, 536, 1528]
- advertisement-theatre: [545, 628, 932, 807]
- two-column-body: [940, 151, 1298, 1320]
- article-paragraph: Ἡ δημοσίευσις ἐκμεταλλεύεται ὅλες τὶς ἀτέλειες τοῦ ἀστικοῦ νόμου καὶ ὅσοι ἀρνοῦνται τὴν ὑποταγή τιμωροῦνται αὐστηρά. Ὁ Κυβερνήτης ἐξουσιοδοτεῖται νὰ ἀπαγορεύει συγκεντρώσεις.: [388, 246, 536, 345]
- article-paragraph: Ἐκτὸς αὐτῶν, τὰ ἀφεντικὰ τοὺς ὑποχρεώνουν νὰ ἐργάζονται καὶ τὶς Κυριακές. Οἱ ὑπάλληλοι πρέπει νὰ ὀργανωθοῦν στὸ Σωματεῖο τους καὶ νὰ παλέψουν.: [742, 301, 932, 362]
- article-paragraph: Στὴ Γερμανία ὅπου ἐφαρμόζεται τὸ σύστημα τῶν ἐργατικῶν πολυκατοικιῶν, οἱ ἐργάτες πληρώνουν ἐνοίκια πού φθάνουν τὸ ἕνα τρίτο τοῦ μισθοῦ τους.: [1306, 591, 1574, 627]
- two-column-body: [545, 301, 932, 487]
- ad-line: ΠΕΤΡΟΣ ΝΤΟΥΡΑΤΣΟΣ: [1344, 870, 1506, 886]
- subheadline: Ζ' ΦΡΑΓΚΙΣΚΟΣ ΤΖΟΛΑΤΙ “ΑΝΩΤΑΤΟΣ ΑΡΧΩΝ„ ΤΟΥ ΑΡΧΕΙΟΥ: [1134, 153, 1287, 195]
- ad-title: TRIRADOL: [1358, 832, 1492, 858]
- column-cyprus: [130, 86, 380, 2146]
- ad-line: Ὧραι 9 — 12 καὶ 5 — 8: [1355, 1021, 1495, 1035]
- column-correspondents: [545, 86, 932, 2146]
- ad-line: ΜΑΛΑΚΟΝ, ΔΡΟΣΕΡΟΝ, ΛΕΙΟΝ: [628, 1207, 849, 1223]
- byline: ΠΕΤΡΑΣ Ἐμποροϋπάλληλος: [789, 437, 932, 449]
- article-paragraph: Στὴν πρώτη κατηγορία ἀνήκουν ἐκεῖνοι πού ἐφεύρηκαν τὸ συνδικαλιστικὸ νόμο. Οἱ ἐργάτες πρέπει νὰ ξέρουν ποιοὶ εἶναι οἱ ἐχθροί τους μέσα στὶς γραμμές τους.: [130, 1278, 380, 1327]
- article-paragraph: Ἡ δράση του μέσα στὸ κίνημα ἦταν πάντα διασπαστική. Μαζὶ μὲ ἄλλους ἀρχειομαρξιστὲς ὀργάνωσε τὴν ἐπίθεση ἐναντίον τῶν κομμουνιστῶν ἐργατῶν.: [1123, 282, 1298, 343]
- divider: [388, 1424, 536, 1425]
- article-paragraph: Ἐκτὸς αὐτῶν, τὰ ἀφεντικὰ τοὺς ὑποχρεώνουν νὰ ἐργάζονται καὶ τὶς Κυριακές. Οἱ ὑπάλληλοι πρέπει νὰ ὀργανωθοῦν στὸ Σωματεῖο τους καὶ νὰ παλέψουν.: [545, 419, 735, 481]
